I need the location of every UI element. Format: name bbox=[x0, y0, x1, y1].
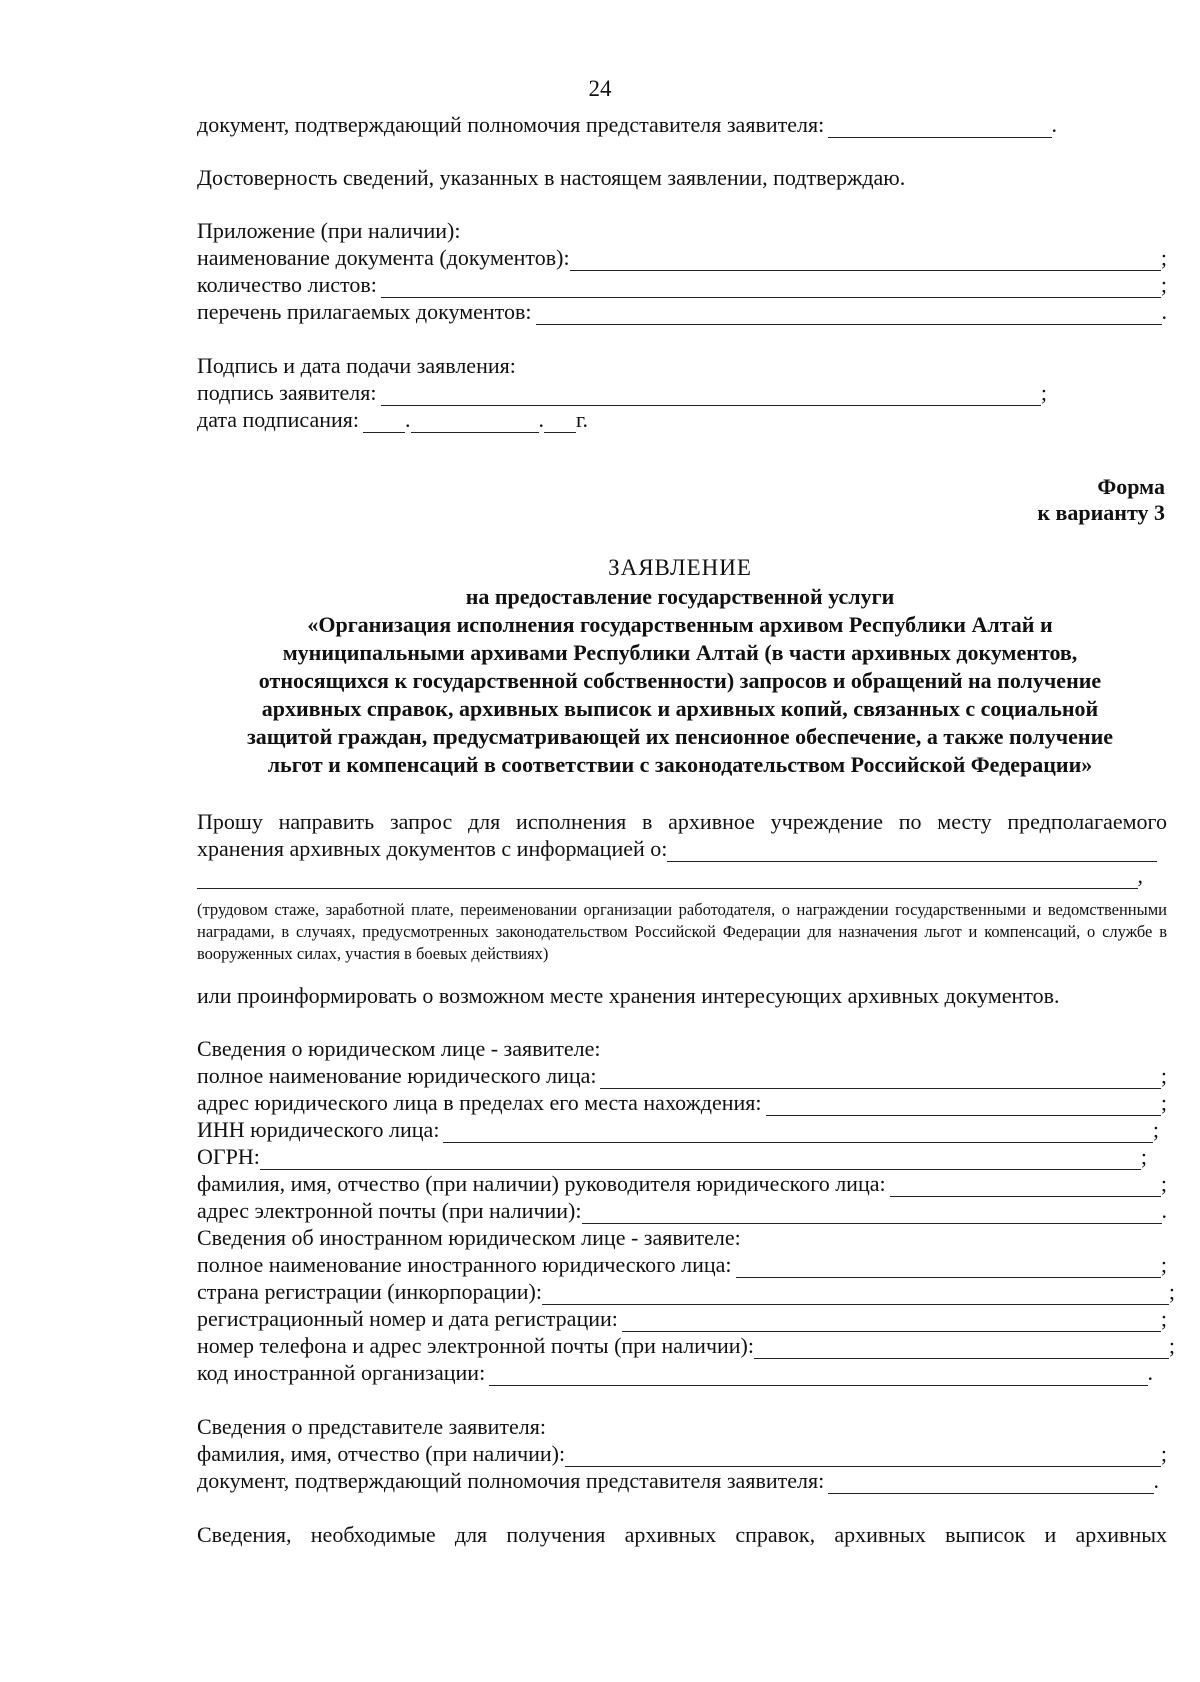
doc-list-label: перечень прилагаемых документов: bbox=[197, 299, 532, 324]
signature-title: Подпись и дата подачи заявления: bbox=[197, 353, 516, 378]
foreign-entity-title: Сведения об иностранном юридическом лице - заявителе: bbox=[197, 1225, 741, 1250]
sheets-field[interactable] bbox=[381, 278, 1161, 298]
legal-head-field[interactable] bbox=[890, 1177, 1161, 1197]
legal-head-line: фамилия, имя, отчество (при наличии) руководителя юридического лица: ; bbox=[197, 1171, 1167, 1196]
confirm-text: Достоверность сведений, указанных в настоящем заявлении, подтверждаю. bbox=[197, 165, 906, 190]
request-line-3: , bbox=[197, 862, 1143, 889]
rep-fio-field[interactable] bbox=[565, 1447, 1161, 1467]
form-subtitle: на предоставление государственной услуги bbox=[465, 584, 895, 609]
date-year-field[interactable] bbox=[544, 413, 576, 433]
form-label: Форма к варианту 3 bbox=[1037, 474, 1165, 525]
request-note: (трудовом стаже, заработной плате, переименовании организации работодателя, о награждении государственными и ведомственными наградами, в случаях, предусмотренных законодательством Российской Федерации для назначения льгот и компенсаций, о службе в вооруженных силах, участия в боевых действиях) bbox=[197, 900, 1167, 963]
doc-name-line: наименование документа (документов): ; bbox=[197, 245, 1167, 270]
legal-inn-line: ИНН юридического лица: ; bbox=[197, 1117, 1159, 1142]
doc-list-field[interactable] bbox=[536, 305, 1162, 325]
appendix-title: Приложение (при наличии): bbox=[197, 218, 461, 243]
sheets-label: количество листов: bbox=[197, 272, 377, 297]
rep-doc-field[interactable] bbox=[828, 118, 1051, 138]
date-label: дата подписания: bbox=[197, 407, 359, 432]
signature-field[interactable] bbox=[381, 386, 1041, 406]
date-line: дата подписания: . . г. bbox=[197, 407, 589, 432]
legal-entity-title: Сведения о юридическом лице - заявителе: bbox=[197, 1036, 601, 1061]
foreign-country-line: страна регистрации (инкорпорации): ; bbox=[197, 1279, 1175, 1304]
legal-email-field[interactable] bbox=[582, 1204, 1162, 1224]
or-line: или проинформировать о возможном месте хранения интересующих архивных документов. bbox=[197, 983, 1060, 1008]
rep-doc-label: документ, подтверждающий полномочия представителя заявителя: bbox=[197, 112, 825, 137]
request-info-field[interactable] bbox=[667, 842, 1157, 862]
foreign-phone-line: номер телефона и адрес электронной почты (при наличии): ; bbox=[197, 1333, 1175, 1358]
legal-inn-field[interactable] bbox=[443, 1123, 1152, 1143]
request-line-2: хранения архивных документов с информацией о: bbox=[197, 835, 1157, 862]
legal-full-name-line: полное наименование юридического лица: ; bbox=[197, 1063, 1167, 1088]
foreign-reg-field[interactable] bbox=[622, 1312, 1161, 1332]
doc-list-line: перечень прилагаемых документов: . bbox=[197, 299, 1167, 324]
rep-doc-field-2[interactable] bbox=[828, 1474, 1153, 1494]
rep-doc-line-2: документ, подтверждающий полномочия представителя заявителя: . bbox=[197, 1468, 1159, 1493]
doc-name-field[interactable] bbox=[570, 251, 1161, 271]
date-month-field[interactable] bbox=[411, 413, 539, 433]
date-day-field[interactable] bbox=[363, 413, 405, 433]
form-title: ЗАЯВЛЕНИЕ bbox=[608, 555, 752, 580]
doc-name-label: наименование документа (документов): bbox=[197, 245, 570, 270]
foreign-phone-field[interactable] bbox=[754, 1339, 1169, 1359]
legal-address-field[interactable] bbox=[766, 1096, 1161, 1116]
signature-line: подпись заявителя: ; bbox=[197, 380, 1047, 405]
legal-ogrn-field[interactable] bbox=[260, 1150, 1141, 1170]
foreign-code-field[interactable] bbox=[489, 1366, 1147, 1386]
legal-ogrn-line: ОГРН: ; bbox=[197, 1144, 1147, 1169]
page-number: 24 bbox=[588, 76, 612, 101]
request-info-field-2[interactable] bbox=[197, 869, 1138, 889]
foreign-full-name-line: полное наименование иностранного юридического лица: ; bbox=[197, 1252, 1167, 1277]
legal-full-name-field[interactable] bbox=[600, 1069, 1160, 1089]
request-line-1: Прошу направить запрос для исполнения в архивное учреждение по месту предполагаемого bbox=[197, 809, 1167, 834]
representative-title: Сведения о представителе заявителя: bbox=[197, 1414, 546, 1439]
sheets-line: количество листов: ; bbox=[197, 272, 1167, 297]
bottom-line: Сведения, необходимые для получения архивных справок, архивных выписок и архивных bbox=[197, 1522, 1167, 1547]
foreign-country-field[interactable] bbox=[542, 1285, 1169, 1305]
foreign-reg-line: регистрационный номер и дата регистрации: ; bbox=[197, 1306, 1167, 1331]
rep-fio-line: фамилия, имя, отчество (при наличии): ; bbox=[197, 1441, 1167, 1466]
confirm-line bbox=[197, 164, 1167, 191]
foreign-full-name-field[interactable] bbox=[736, 1258, 1161, 1278]
legal-email-line: адрес электронной почты (при наличии): . bbox=[197, 1198, 1167, 1223]
rep-doc-line: документ, подтверждающий полномочия представителя заявителя: . bbox=[197, 112, 1057, 137]
legal-address-line: адрес юридического лица в пределах его места нахождения: ; bbox=[197, 1090, 1167, 1115]
signature-label: подпись заявителя: bbox=[197, 380, 377, 405]
year-suffix: г. bbox=[576, 407, 589, 432]
foreign-code-line: код иностранной организации: . bbox=[197, 1360, 1153, 1385]
service-name: «Организация исполнения государственным архивом Республики Алтай и муниципальными архивами Республики Алтай (в части архивных документов, относящихся к государственной собственности) запросов и обращений на получение архивных справок, архивных выписок и архивных копий, связанных с социальной защитой граждан, предусматривающей их пенсионное обеспечение, а также получение льгот и компенсаций в соответствии с законодательством Российской Федерации» bbox=[246, 612, 1114, 777]
